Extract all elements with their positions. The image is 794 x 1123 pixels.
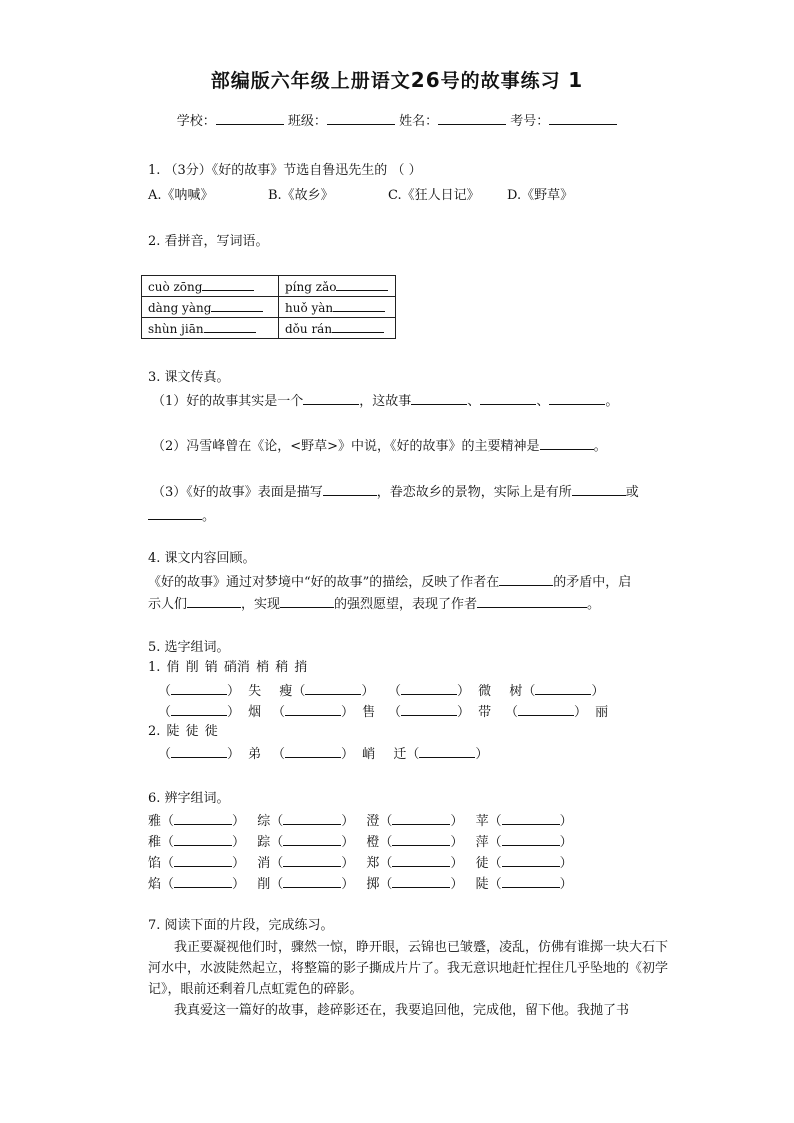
q7-passage-1: 我正要凝视他们时，骤然一惊，睁开眼，云锦也已皱蹙，凌乱，仿佛有谁掷一块大石下河水中，水波陡然起立，将整篇的影子撕成片片了。我无意识地赶忙捏住几乎坠地的《初学记》，眼前还剩着几点虹霓色的碎影。 [148,940,669,997]
q6-row: 馅（ ） 消（ ） 郑（ ） 徒（ ） [148,856,573,871]
pinyin-cell[interactable]: huǒ yàn [279,297,396,318]
pinyin-cell[interactable]: píng zǎo [279,276,396,297]
answer-blank[interactable] [174,875,232,888]
q5-stem: 5. 选字组词。 [148,640,230,655]
answer-blank[interactable] [502,875,560,888]
pinyin-table [141,275,396,339]
answer-blank[interactable] [283,812,341,825]
number-label: 考号： [510,114,550,129]
pinyin-cell[interactable]: dàng yàng [142,297,279,318]
table-row [142,276,396,297]
q6-stem: 6. 辨字组词。 [148,791,230,806]
q7-passage-2: 我真爱这一篇好的故事，趁碎影还在，我要追回他，完成他，留下他。我抛了书 [174,1003,630,1018]
answer-blank[interactable] [283,875,341,888]
answer-blank[interactable] [572,483,626,496]
answer-blank[interactable] [305,682,361,695]
answer-blank[interactable] [480,392,536,405]
q6-row: 雅（ ） 综（ ） 澄（ ） 苹（ ） [148,814,573,829]
q5-row-3: （ ） 弟 [158,747,262,762]
answer-blank[interactable] [392,875,450,888]
answer-blank[interactable] [174,833,232,846]
q4-stem: 4. 课文内容回顾。 [148,551,256,566]
pinyin-cell[interactable]: cuò zōng [142,276,279,297]
answer-blank[interactable] [502,812,560,825]
q5-row-2-c: （ ） 带 [388,705,492,720]
pinyin-cell[interactable]: shùn jiān [142,318,279,339]
answer-blank[interactable] [174,812,232,825]
answer-blank[interactable] [392,854,450,867]
page-title: 部编版六年级上册语文26号的故事练习 1 [210,68,584,92]
answer-blank[interactable] [401,682,457,695]
q3-line-1: （1）好的故事其实是一个 ，这故事 、 、 。 [152,394,619,409]
answer-blank[interactable] [392,833,450,846]
q6-row: 稚（ ） 踪（ ） 橙（ ） 萍（ ） [148,835,573,850]
pinyin-cell[interactable]: dǒu rán [279,318,396,339]
answer-blank[interactable] [174,854,232,867]
q6-grid [148,811,573,895]
number-blank[interactable] [549,112,617,125]
student-info-line [0,110,794,129]
answer-blank[interactable] [303,392,359,405]
answer-blank[interactable] [280,595,334,608]
answer-blank[interactable] [285,703,341,716]
q4-line-2: 示人们 ，实现 的强烈愿望，表现了作者 。 [148,597,601,612]
q6-row: 焰（ ） 削（ ） 掷（ ） 陡（ ） [148,877,573,892]
answer-blank[interactable] [502,833,560,846]
q1-option-a[interactable]: A.《呐喊》 [148,188,214,203]
q1-option-c[interactable]: C.《狂人日记》 [388,188,480,203]
school-blank[interactable] [216,112,284,125]
q4-line-1: 《好的故事》通过对梦境中“好的故事”的描绘，反映了作者在 的矛盾中，启 [148,575,632,590]
q5-row-2: （ ） 烟 [158,705,262,720]
answer-blank[interactable] [283,833,341,846]
answer-blank[interactable] [549,392,605,405]
school-label: 学校： [176,114,216,129]
q5-row-1-right: （ ） 微 树（ ） [388,684,605,699]
answer-blank[interactable] [171,703,227,716]
table-row [142,297,396,318]
answer-blank[interactable] [285,745,341,758]
answer-blank[interactable] [419,745,475,758]
q7-stem: 7. 阅读下面的片段，完成练习。 [148,918,334,933]
class-blank[interactable] [327,112,395,125]
answer-blank[interactable] [283,854,341,867]
answer-blank[interactable] [187,595,241,608]
q3-stem: 3. 课文传真。 [148,370,230,385]
q2-stem: 2. 看拼音，写词语。 [148,234,269,249]
answer-blank[interactable] [401,703,457,716]
answer-blank[interactable] [499,573,553,586]
class-label: 班级： [287,114,327,129]
q1-option-b[interactable]: B.《故乡》 [268,188,334,203]
answer-blank[interactable] [540,437,594,450]
answer-blank[interactable] [171,745,227,758]
answer-blank[interactable] [518,703,574,716]
name-label: 姓名： [399,114,439,129]
q5-row-3-b: （ ） 峭 迁（ ） [272,747,489,762]
q1-option-d[interactable]: D.《野草》 [507,188,574,203]
answer-blank[interactable] [502,854,560,867]
q5-row-2-d: （ ） 丽 [505,705,609,720]
answer-blank[interactable] [148,507,202,520]
q3-line-3: （3）《好的故事》表面是描写 ，眷恋故乡的景物，实际上是有所 或 [152,485,639,500]
answer-blank[interactable] [392,812,450,825]
answer-blank[interactable] [171,682,227,695]
q3-line-3-cont: 。 [148,507,215,525]
q1-stem: 1. （3分）《好的故事》节选自鲁迅先生的 （ ） [148,163,422,178]
q5-group-1-chars: 1. 俏 削 销 硝消 梢 稍 捎 [148,660,308,675]
name-blank[interactable] [438,112,506,125]
answer-blank[interactable] [477,595,587,608]
q3-line-2: （2）冯雪峰曾在《论，<野草>》中说，《好的故事》的主要精神是 。 [152,439,607,454]
table-row [142,318,396,339]
answer-blank[interactable] [323,483,377,496]
q5-row-1: （ ） 失 瘦（ ） [158,684,375,699]
answer-blank[interactable] [411,392,467,405]
q5-group-2-chars: 2. 陡 徒 徙 [148,724,218,739]
q5-row-2-b: （ ） 售 [272,705,376,720]
answer-blank[interactable] [535,682,591,695]
